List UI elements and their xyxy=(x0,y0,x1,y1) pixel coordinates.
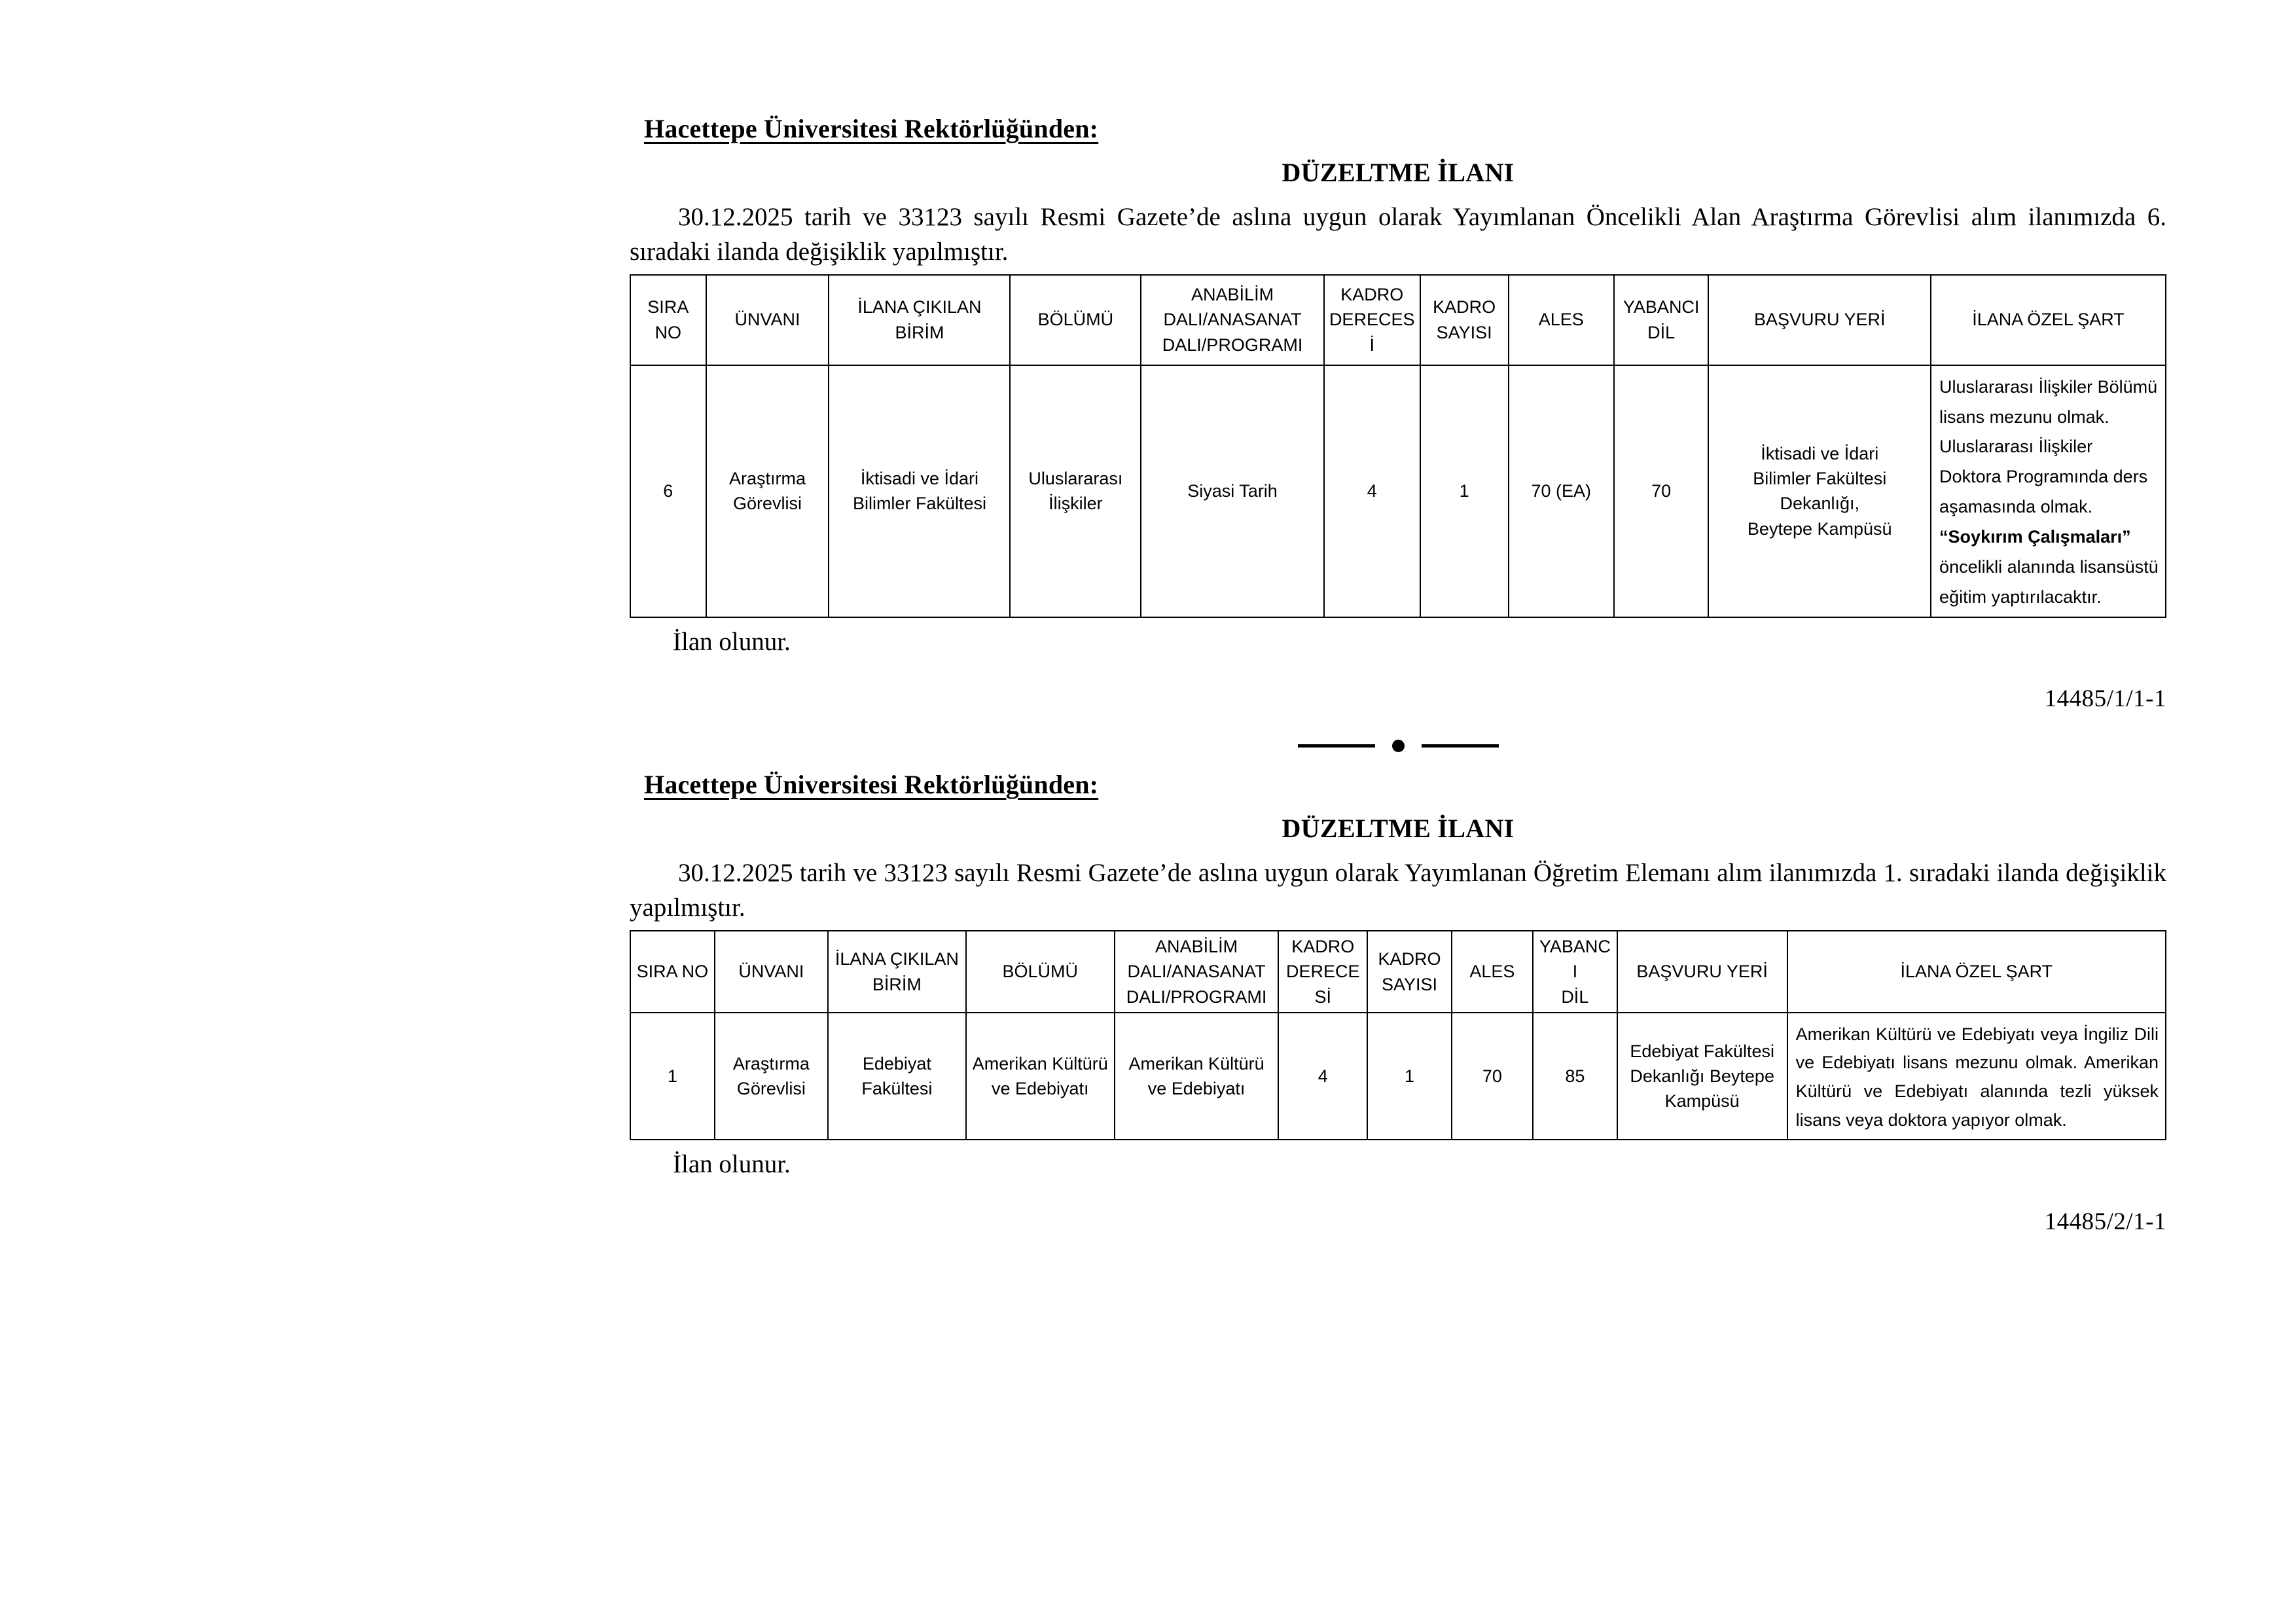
cell-sira-no: 1 xyxy=(630,1013,715,1140)
cell-basvuru-yeri: Edebiyat Fakültesi Dekanlığı Beytepe Kampüsü xyxy=(1617,1013,1787,1140)
cell-kadro-sayisi: 1 xyxy=(1367,1013,1452,1140)
cell-anabilim-dali: Siyasi Tarih xyxy=(1141,365,1323,617)
cell-bolumu: Amerikan Kültürü ve Edebiyatı xyxy=(966,1013,1115,1140)
intro-paragraph-2: 30.12.2025 tarih ve 33123 sayılı Resmi Gazete’de aslına uygun olarak Yayımlanan Öğretim Elemanı alım ilanımızda 1. sıradaki ilanda değişiklik yapılmıştır. xyxy=(630,859,2166,922)
doc-title-1: DÜZELTME İLANI xyxy=(1282,157,1515,187)
cell-anabilim-dali: Amerikan Kültürü ve Edebiyatı xyxy=(1115,1013,1279,1140)
table-header-1 xyxy=(630,275,2166,365)
cell-ales: 70 xyxy=(1452,1013,1533,1140)
col-header-ales: ALES xyxy=(1452,931,1533,1013)
announcement-table-1 xyxy=(630,274,2166,618)
announcement-section-2 xyxy=(630,770,2166,1235)
col-header-yabanci-dil: YABANCI DİL xyxy=(1533,931,1617,1013)
table-row xyxy=(630,365,2166,617)
col-header-anabilim-dali: ANABİLİM DALI/ANASANAT DALI/PROGRAMI xyxy=(1141,275,1323,365)
announcement-section-1 xyxy=(630,115,2166,713)
cell-kadro-derecesi: 4 xyxy=(1278,1013,1367,1140)
cell-kadro-sayisi: 1 xyxy=(1420,365,1509,617)
col-header-basvuru-yeri: BAŞVURU YERİ xyxy=(1708,275,1931,365)
col-header-ilana-cikilan-birim: İLANA ÇIKILAN BİRİM xyxy=(828,931,966,1013)
announcement-table-2 xyxy=(630,930,2166,1140)
cell-ales: 70 (EA) xyxy=(1509,365,1614,617)
closing-text-2: İlan olunur. xyxy=(673,1150,791,1179)
col-header-kadro-sayisi: KADRO SAYISI xyxy=(1367,931,1452,1013)
col-header-ilana-cikilan-birim: İLANA ÇIKILAN BİRİM xyxy=(829,275,1010,365)
cell-yabanci-dil: 85 xyxy=(1533,1013,1617,1140)
cell-unvani: Araştırma Görevlisi xyxy=(715,1013,828,1140)
section-divider xyxy=(630,732,2166,759)
col-header-ilana-ozel-sart: İLANA ÖZEL ŞART xyxy=(1787,931,2166,1013)
table-body-2 xyxy=(630,1013,2166,1140)
page-content xyxy=(630,115,2166,1236)
col-header-unvani: ÜNVANI xyxy=(715,931,828,1013)
col-header-kadro-derecesi: KADRO DERECESİ xyxy=(1324,275,1420,365)
table-body-1 xyxy=(630,365,2166,617)
cell-bolumu: Uluslararası İlişkiler xyxy=(1010,365,1141,617)
cell-ilana-cikilan-birim: İktisadi ve İdari Bilimler Fakültesi xyxy=(829,365,1010,617)
cell-yabanci-dil: 70 xyxy=(1614,365,1709,617)
col-header-anabilim-dali: ANABİLİM DALI/ANASANAT DALI/PROGRAMI xyxy=(1115,931,1279,1013)
table-header-2 xyxy=(630,931,2166,1013)
dot-separator-icon xyxy=(1392,740,1405,752)
cell-basvuru-yeri: İktisadi ve İdari Bilimler Fakültesi Dekanlığı, Beytepe Kampüsü xyxy=(1708,365,1931,617)
col-header-ales: ALES xyxy=(1509,275,1614,365)
cell-ilana-ozel-sart: Uluslararası İlişkiler Bölümü lisans mezunu olmak. Uluslararası İlişkiler Doktora Programında ders aşamasında olmak. “Soykırım Çalışmaları” öncelikli alanında lisansüstü eğitim yaptırılacaktır. xyxy=(1931,365,2166,617)
doc-title-2: DÜZELTME İLANI xyxy=(1282,814,1515,844)
cell-sira-no: 6 xyxy=(630,365,706,617)
closing-text-1: İlan olunur. xyxy=(673,627,791,656)
cell-kadro-derecesi: 4 xyxy=(1324,365,1420,617)
intro-paragraph-1: 30.12.2025 tarih ve 33123 sayılı Resmi Gazete’de aslına uygun olarak Yayımlanan Öncelikli Alan Araştırma Görevlisi alım ilanımızda 6. sıradaki ilanda değişiklik yapılmıştır. xyxy=(630,202,2166,266)
header-row xyxy=(630,275,2166,365)
org-heading-2: Hacettepe Üniversitesi Rektörlüğünden: xyxy=(644,770,1099,800)
col-header-unvani: ÜNVANI xyxy=(706,275,829,365)
col-header-kadro-sayisi: KADRO SAYISI xyxy=(1420,275,1509,365)
col-header-bolumu: BÖLÜMÜ xyxy=(1010,275,1141,365)
header-row xyxy=(630,931,2166,1013)
cell-ilana-cikilan-birim: Edebiyat Fakültesi xyxy=(828,1013,966,1140)
col-header-ilana-ozel-sart: İLANA ÖZEL ŞART xyxy=(1931,275,2166,365)
cell-unvani: Araştırma Görevlisi xyxy=(706,365,829,617)
reference-number-2: 14485/2/1-1 xyxy=(2044,1208,2166,1235)
reference-number-1: 14485/1/1-1 xyxy=(2044,685,2166,713)
col-header-yabanci-dil: YABANCI DİL xyxy=(1614,275,1709,365)
col-header-bolumu: BÖLÜMÜ xyxy=(966,931,1115,1013)
col-header-sira-no: SIRA NO xyxy=(630,931,715,1013)
divider-rule-right xyxy=(1422,744,1499,748)
col-header-sira-no: SIRA NO xyxy=(630,275,706,365)
col-header-basvuru-yeri: BAŞVURU YERİ xyxy=(1617,931,1787,1013)
col-header-kadro-derecesi: KADRO DERECESİ xyxy=(1278,931,1367,1013)
divider-rule-left xyxy=(1298,744,1375,748)
cell-ilana-ozel-sart: Amerikan Kültürü ve Edebiyatı veya İngiliz Dili ve Edebiyatı lisans mezunu olmak. Amerikan Kültürü ve Edebiyatı alanında tezli yüksek lisans veya doktora yapıyor olmak. xyxy=(1787,1013,2166,1140)
table-row xyxy=(630,1013,2166,1140)
org-heading-1: Hacettepe Üniversitesi Rektörlüğünden: xyxy=(644,114,1099,143)
